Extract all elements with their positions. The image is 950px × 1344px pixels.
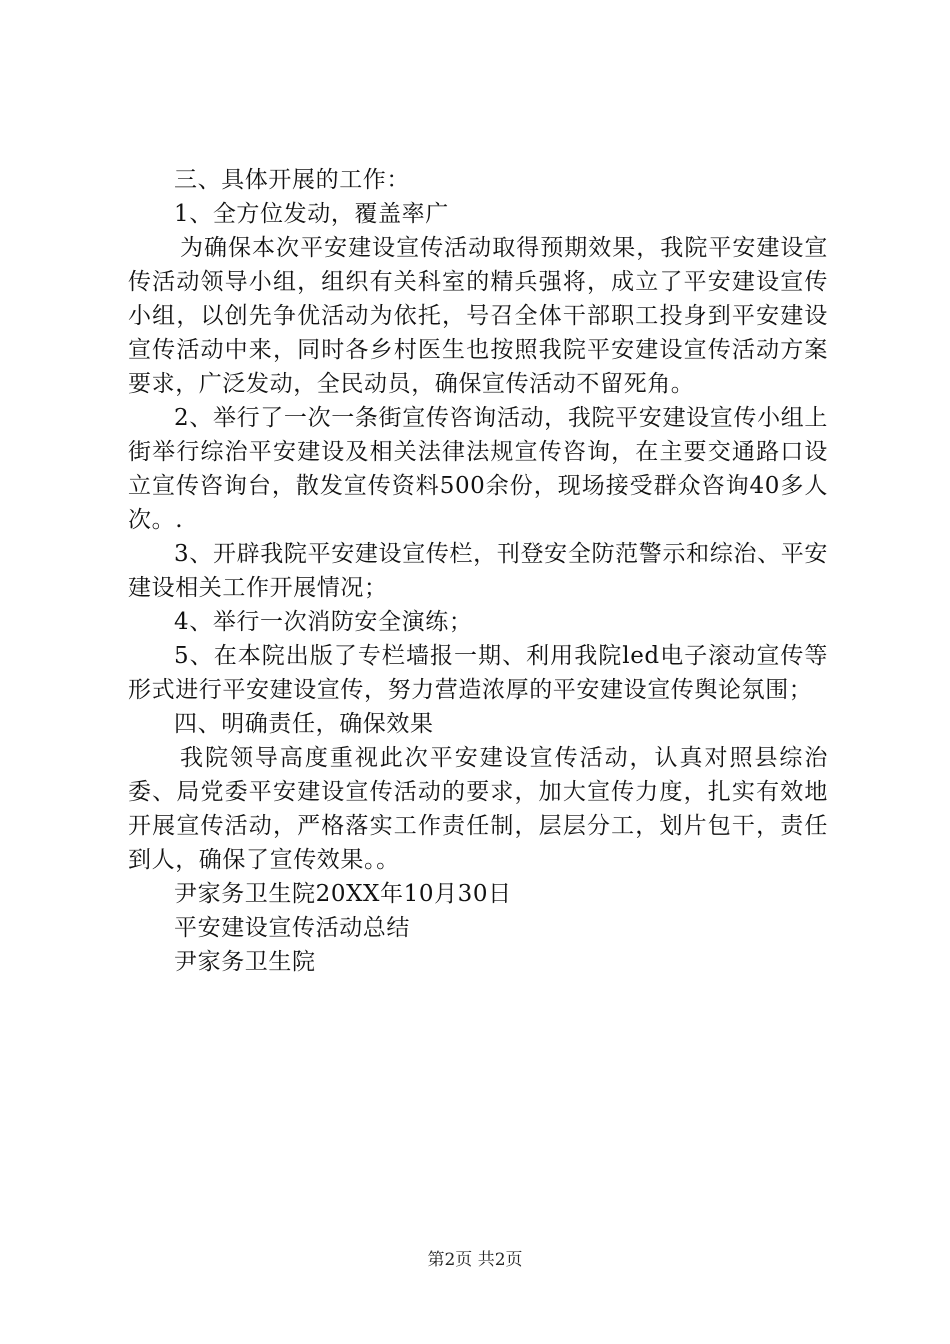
paragraph-mobilization: 为确保本次平安建设宣传活动取得预期效果，我院平安建设宣传活动领导小组，组织有关科室的精兵强将，成立了平安建设宣传小组，以创先争优活动为依托，号召全体干部职工投身到平安建设宣传活动中来，同时各乡村医生也按照我院平安建设宣传活动方案要求，广泛发动，全民动员，确保宣传活动不留死角。 <box>128 235 828 397</box>
document-body <box>128 163 828 979</box>
item-5-wall-newspaper: 5、在本院出版了专栏墙报一期、利用我院led电子滚动宣传等形式进行平安建设宣传，努力营造浓厚的平安建设宣传舆论氛围； <box>128 643 828 703</box>
item-3-bulletin-board: 3、开辟我院平安建设宣传栏，刊登安全防范警示和综治、平安建设相关工作开展情况； <box>128 541 828 601</box>
signature-organization: 尹家务卫生院 <box>174 949 316 975</box>
item-2-street-consultation: 2、举行了一次一条街宣传咨询活动，我院平安建设宣传小组上街举行综治平安建设及相关法律法规宣传咨询，在主要交通路口设立宣传咨询台，散发宣传资料500余份，现场接受群众咨询40多人次。. <box>128 405 828 533</box>
section-heading-3: 三、具体开展的工作： <box>174 167 410 193</box>
page-number-footer: 第2页 共2页 <box>427 1250 523 1270</box>
subheading-1: 1、全方位发动，覆盖率广 <box>174 201 449 227</box>
paragraph-responsibility: 我院领导高度重视此次平安建设宣传活动，认真对照县综治委、局党委平安建设宣传活动的要求，加大宣传力度，扎实有效地开展宣传活动，严格落实工作责任制，层层分工，划片包干，责任到人，确保了宣传效果。。 <box>128 745 828 873</box>
item-4-fire-drill: 4、举行一次消防安全演练； <box>174 609 473 635</box>
section-heading-4: 四、明确责任，确保效果 <box>174 711 434 737</box>
document-title-line: 平安建设宣传活动总结 <box>174 915 410 941</box>
signature-date: 尹家务卫生院20XX年10月30日 <box>174 881 512 907</box>
